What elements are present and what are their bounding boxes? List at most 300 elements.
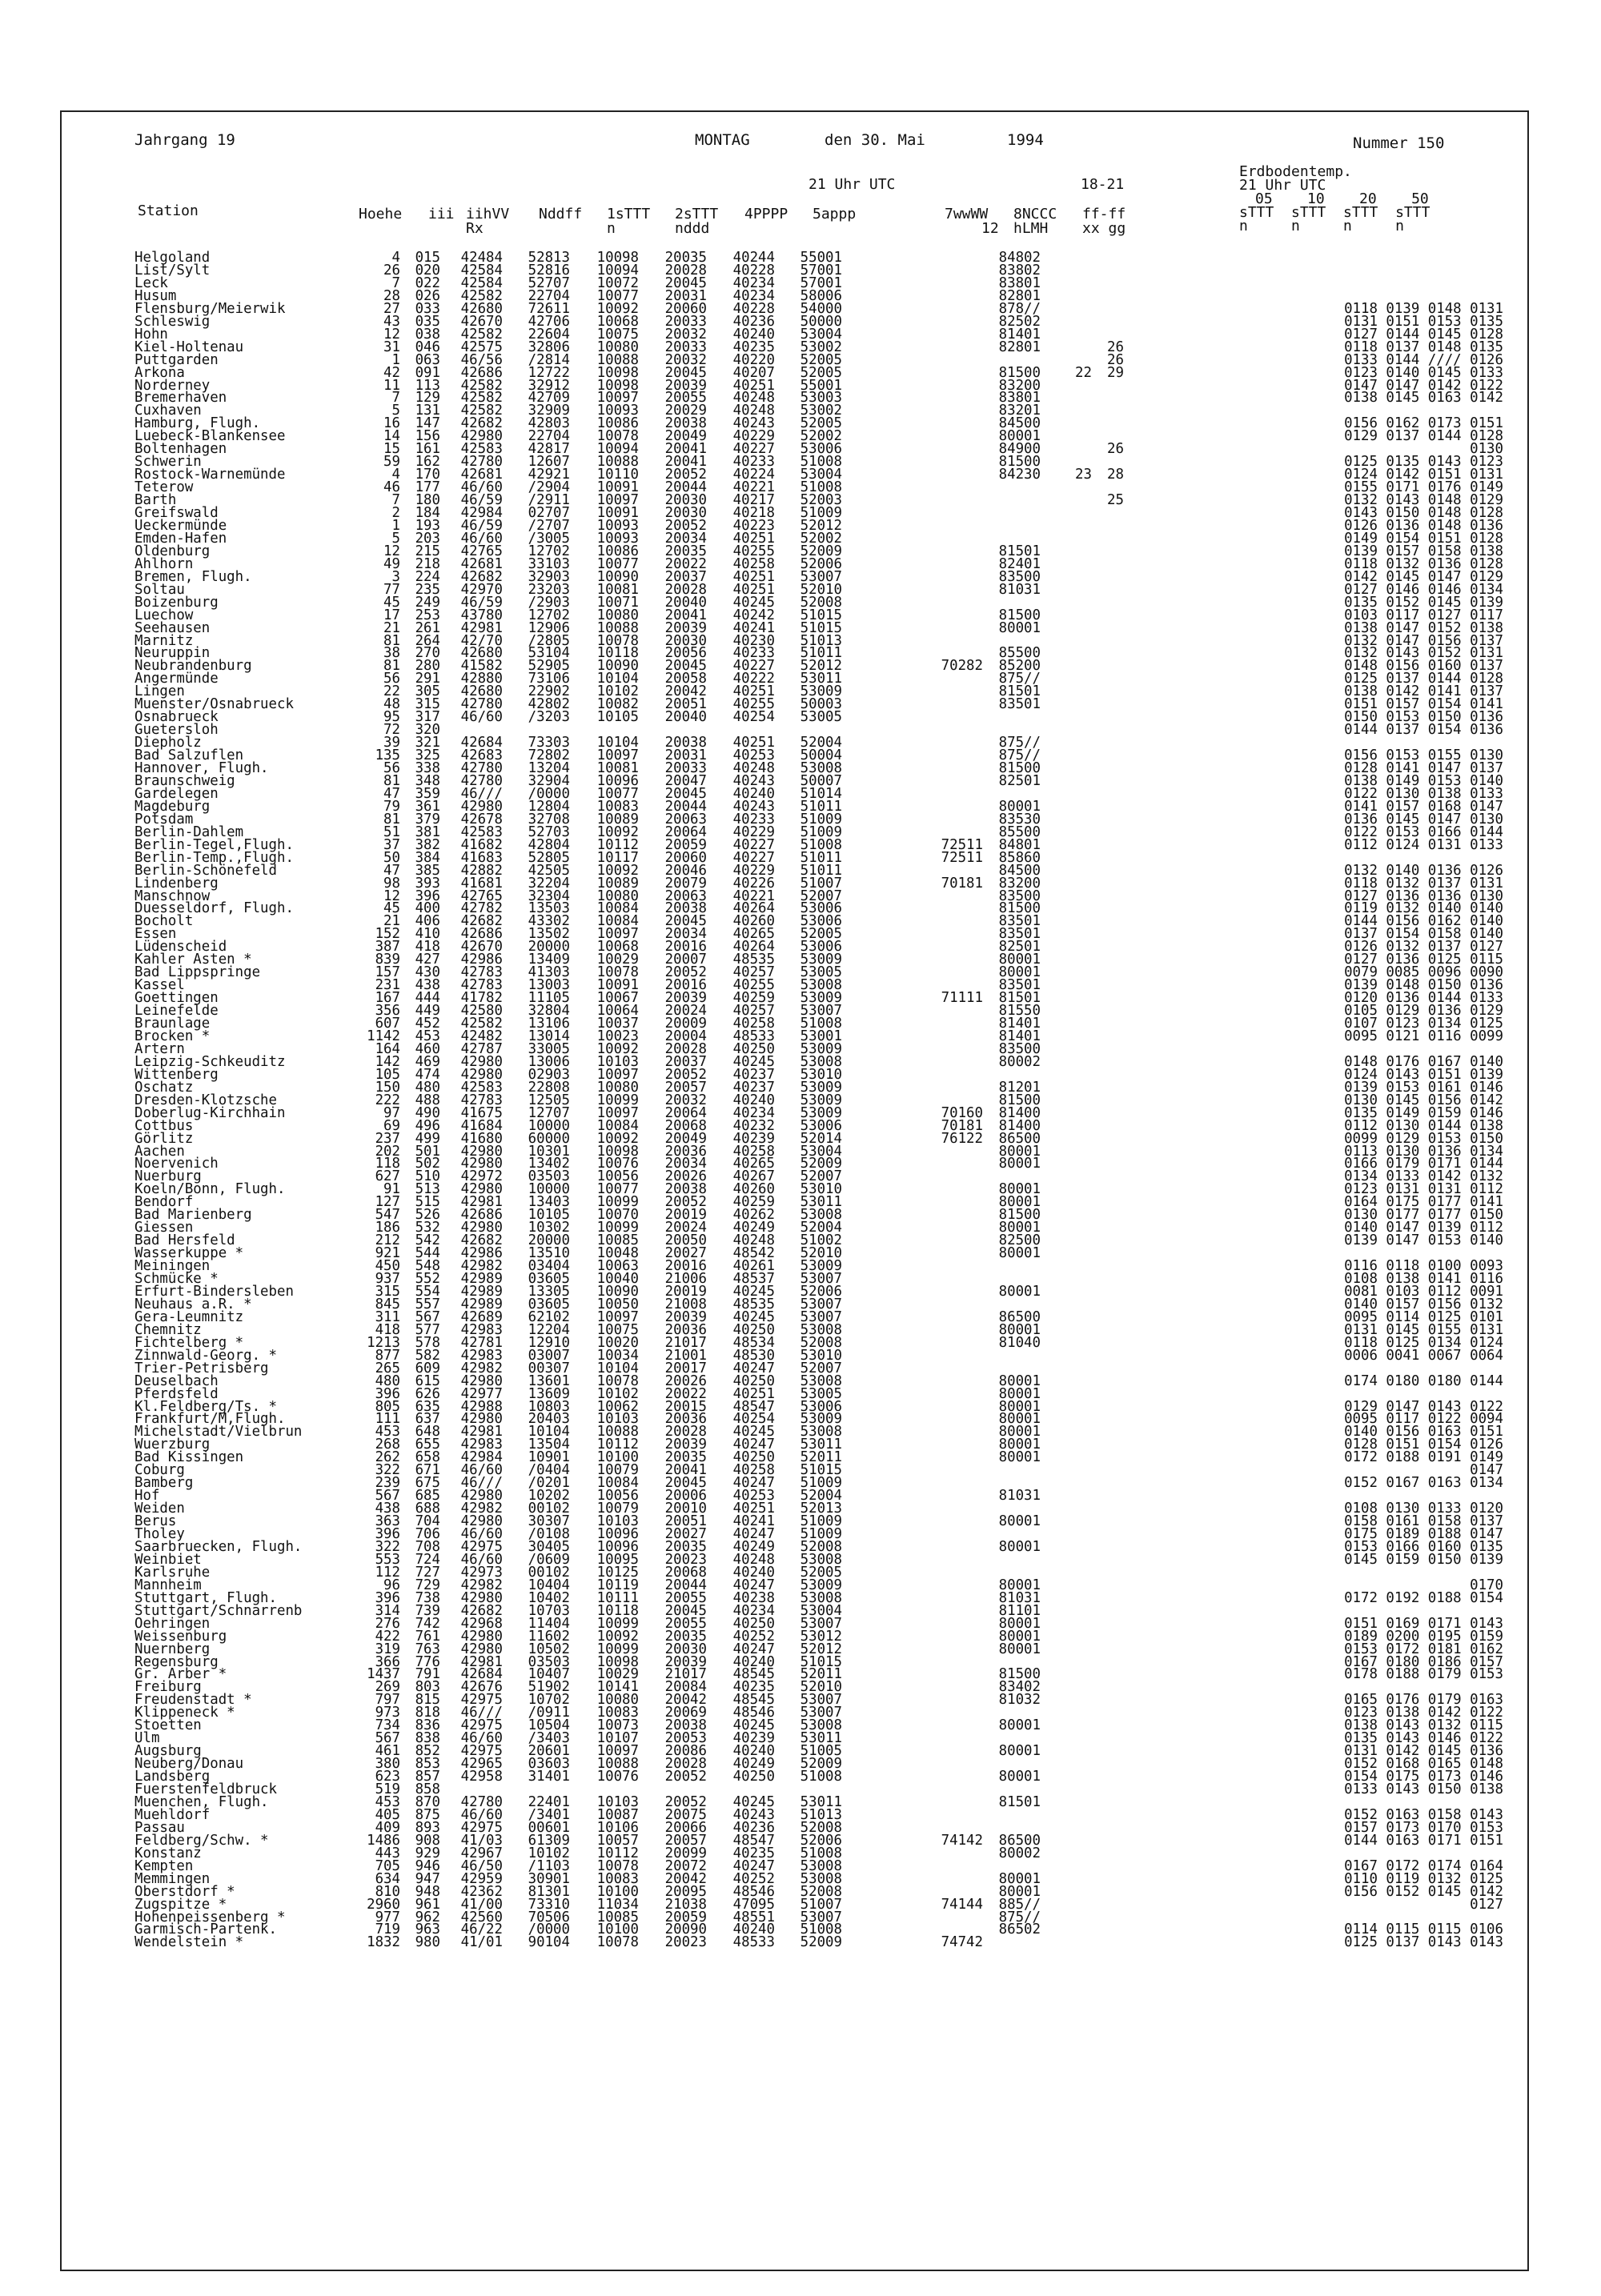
8nccc-value: 81401 xyxy=(998,326,1041,343)
8nccc-value: 80001 xyxy=(998,1372,1041,1389)
nddff-value: 13305 xyxy=(528,1283,570,1300)
station-name: Neuruppin xyxy=(134,645,211,662)
nddff-value: /2903 xyxy=(528,594,570,611)
iii-value: 838 xyxy=(415,1730,440,1747)
2sttt-value: 20072 xyxy=(664,1857,707,1874)
2sttt-value: 20052 xyxy=(664,1793,707,1810)
soil-temps: 0128 0141 0147 0137 xyxy=(1344,760,1503,776)
2sttt-value: 20068 xyxy=(664,1117,707,1134)
nddff-value: 13003 xyxy=(528,977,570,994)
1sttt-value: 10086 xyxy=(596,543,639,559)
soil-temps: 0152 0163 0158 0143 xyxy=(1344,1806,1503,1823)
iii-value: 348 xyxy=(415,772,440,789)
5appp-value: 51015 xyxy=(800,619,842,636)
hoehe-value: 21 xyxy=(383,619,400,636)
4pppp-value: 40257 xyxy=(732,1003,775,1020)
iihvv-value: 42980 xyxy=(460,1143,503,1160)
5appp-value: 53006 xyxy=(800,939,842,956)
1sttt-value: 10102 xyxy=(596,1385,639,1402)
station-name: Stoetten xyxy=(134,1717,202,1734)
nddff-value: 03605 xyxy=(528,1271,570,1287)
hoehe-value: 405 xyxy=(375,1806,400,1823)
station-name: Oehringen xyxy=(134,1615,211,1632)
iihvv-value: 46/// xyxy=(460,785,503,802)
nddff-value: /2904 xyxy=(528,479,570,496)
2sttt-value: 20035 xyxy=(664,1538,707,1555)
4pppp-value: 48546 xyxy=(732,1705,775,1721)
station-name: Landsberg xyxy=(134,1769,211,1785)
soil-temps: 0131 0142 0145 0136 xyxy=(1344,1743,1503,1760)
nddff-value: 13403 xyxy=(528,1194,570,1211)
5appp-value: 51011 xyxy=(800,645,842,662)
4pppp-value: 40229 xyxy=(732,428,775,445)
iihvv-value: 42782 xyxy=(460,900,503,917)
8nccc-value: 875// xyxy=(998,671,1041,687)
nddff-value: 10301 xyxy=(528,1143,570,1160)
2sttt-value: 20052 xyxy=(664,517,707,534)
hoehe-value: 26 xyxy=(383,262,400,278)
nddff-value: 23203 xyxy=(528,581,570,598)
iihvv-value: 41680 xyxy=(460,1130,503,1147)
nddff-value: 52805 xyxy=(528,849,570,866)
station-name: Bremen, Flugh. xyxy=(134,568,252,585)
soil-temps: 0149 0154 0151 0128 xyxy=(1344,530,1503,547)
soil-temps: 0127 0146 0146 0134 xyxy=(1344,581,1503,598)
2sttt-value: 20030 xyxy=(664,492,707,509)
hoehe-value: 202 xyxy=(375,1143,400,1160)
iii-value: 554 xyxy=(415,1283,440,1300)
5appp-value: 51008 xyxy=(800,836,842,853)
soil-temps: 0157 0173 0170 0153 xyxy=(1344,1819,1503,1836)
hoehe-value: 22 xyxy=(383,683,400,700)
iii-value: 961 xyxy=(415,1896,440,1913)
1sttt-value: 10092 xyxy=(596,862,639,879)
soil-temps: 0156 0162 0173 0151 xyxy=(1344,415,1503,432)
station-name: Weinbiet xyxy=(134,1551,202,1568)
hoehe-value: 319 xyxy=(375,1641,400,1657)
8nccc-value: 83801 xyxy=(998,274,1041,291)
1sttt-value: 10084 xyxy=(596,900,639,917)
4pppp-value: 40233 xyxy=(732,454,775,471)
iihvv-value: 41/00 xyxy=(460,1896,503,1913)
2sttt-value: 20030 xyxy=(664,632,707,649)
hoehe-value: 97 xyxy=(383,1104,400,1121)
hoehe-value: 231 xyxy=(375,977,400,994)
iihvv-value: 42783 xyxy=(460,1092,503,1108)
nddff-value: 32909 xyxy=(528,403,570,419)
1sttt-value: 10084 xyxy=(596,1117,639,1134)
nddff-value: 10402 xyxy=(528,1589,570,1606)
4pppp-value: 40240 xyxy=(732,1092,775,1108)
1sttt-value: 10099 xyxy=(596,1641,639,1657)
iihvv-value: 42582 xyxy=(460,287,503,304)
station-name: Oschatz xyxy=(134,1079,194,1096)
1sttt-value: 10078 xyxy=(596,1934,639,1951)
2sttt-value: 20099 xyxy=(664,1845,707,1861)
nddff-value: 22401 xyxy=(528,1793,570,1810)
hoehe-value: 461 xyxy=(375,1743,400,1760)
iii-value: 449 xyxy=(415,1003,440,1020)
nddff-value: 10102 xyxy=(528,1845,570,1861)
5appp-value: 53009 xyxy=(800,1577,842,1593)
iihvv-value: 46/59 xyxy=(460,594,503,611)
hoehe-value: 152 xyxy=(375,926,400,943)
soil-temps: 0132 0143 0152 0131 xyxy=(1344,645,1503,662)
hoehe-value: 45 xyxy=(383,594,400,611)
soil-temps: 0126 0132 0137 0127 xyxy=(1344,939,1503,956)
2sttt-value: 20052 xyxy=(664,467,707,483)
station-name: Weissenburg xyxy=(134,1628,227,1645)
5appp-value: 51014 xyxy=(800,785,842,802)
1sttt-value: 10089 xyxy=(596,875,639,892)
8nccc-value: 80001 xyxy=(998,1437,1041,1453)
soil-temps: 0095 0121 0116 0099 xyxy=(1344,1028,1503,1044)
4pppp-value: 40257 xyxy=(732,964,775,981)
hoehe-value: 276 xyxy=(375,1615,400,1632)
5appp-value: 53008 xyxy=(800,1717,842,1734)
nddff-value: 03603 xyxy=(528,1756,570,1773)
hoehe-value: 7 xyxy=(391,492,400,509)
station-name: Angermünde xyxy=(134,671,219,687)
4pppp-value: 40239 xyxy=(732,1130,775,1147)
nddff-value: 31401 xyxy=(528,1769,570,1785)
5appp-value: 50004 xyxy=(800,747,842,764)
2sttt-value: 20032 xyxy=(664,1092,707,1108)
4pppp-value: 48530 xyxy=(732,1347,775,1364)
2sttt-value: 20028 xyxy=(664,1040,707,1057)
hoehe-value: 1213 xyxy=(367,1334,400,1351)
8nccc-value: 83501 xyxy=(998,913,1041,930)
iihvv-value: 46/59 xyxy=(460,517,503,534)
8nccc-value: 81500 xyxy=(998,760,1041,776)
5appp-value: 57001 xyxy=(800,274,842,291)
hoehe-value: 366 xyxy=(375,1653,400,1670)
5appp-value: 53008 xyxy=(800,1372,842,1389)
hoehe-value: 186 xyxy=(375,1220,400,1236)
nddff-value: 32708 xyxy=(528,811,570,827)
soil-temps: 0155 0171 0176 0149 xyxy=(1344,479,1503,496)
iihvv-value: 42781 xyxy=(460,1334,503,1351)
8nccc-value: 80001 xyxy=(998,1156,1041,1172)
1sttt-value: 10099 xyxy=(596,1220,639,1236)
5appp-value: 50003 xyxy=(800,696,842,713)
station-name: Goettingen xyxy=(134,990,219,1007)
8nccc-value: 81401 xyxy=(998,1028,1041,1044)
hoehe-value: 12 xyxy=(383,326,400,343)
hoehe-value: 797 xyxy=(375,1692,400,1709)
iii-value: 162 xyxy=(415,454,440,471)
5appp-value: 53009 xyxy=(800,1079,842,1096)
iihvv-value: 42680 xyxy=(460,683,503,700)
iii-value: 708 xyxy=(415,1538,440,1555)
nddff-value: 13502 xyxy=(528,926,570,943)
2sttt-value: 21001 xyxy=(664,1347,707,1364)
nddff-value: 10000 xyxy=(528,1181,570,1198)
hoehe-value: 239 xyxy=(375,1475,400,1492)
col-2sttt-sub: nddd xyxy=(675,220,710,237)
nddff-value: /0000 xyxy=(528,785,570,802)
soil-temps: 0095 0117 0122 0094 xyxy=(1344,1411,1503,1428)
soil-temps: 0116 0118 0100 0093 xyxy=(1344,1258,1503,1275)
iii-value: 193 xyxy=(415,517,440,534)
8nccc-value: 80001 xyxy=(998,1283,1041,1300)
5appp-value: 53009 xyxy=(800,1104,842,1121)
iihvv-value: 46/22 xyxy=(460,1921,503,1938)
1sttt-value: 10102 xyxy=(596,683,639,700)
iii-value: 406 xyxy=(415,913,440,930)
soil-temps: 0123 0138 0142 0122 xyxy=(1344,1705,1503,1721)
nddff-value: /0404 xyxy=(528,1462,570,1479)
nddff-value: 10901 xyxy=(528,1449,570,1466)
8nccc-value: 83501 xyxy=(998,696,1041,713)
2sttt-value: 20035 xyxy=(664,250,707,266)
iii-value: 046 xyxy=(415,339,440,355)
station-name: Giessen xyxy=(134,1220,194,1236)
1sttt-value: 10083 xyxy=(596,798,639,815)
nddff-value: /3005 xyxy=(528,530,570,547)
8nccc-value: 82500 xyxy=(998,1232,1041,1249)
hoehe-value: 118 xyxy=(375,1156,400,1172)
5appp-value: 52008 xyxy=(800,1819,842,1836)
iihvv-value: 42981 xyxy=(460,1424,503,1441)
nddff-value: 12910 xyxy=(528,1334,570,1351)
soil-temps: 0151 0157 0154 0141 xyxy=(1344,696,1503,713)
1sttt-value: 10088 xyxy=(596,619,639,636)
col-1sttt: 1sTTT xyxy=(607,206,651,222)
nddff-value: 10000 xyxy=(528,1117,570,1134)
8nccc-value: 80001 xyxy=(998,1615,1041,1632)
8nccc-value: 81500 xyxy=(998,454,1041,471)
iihvv-value: 42984 xyxy=(460,1449,503,1466)
4pppp-value: 40207 xyxy=(732,364,775,381)
station-name: Luebeck-Blankensee xyxy=(134,428,286,445)
4pppp-value: 47095 xyxy=(732,1896,775,1913)
4pppp-value: 40247 xyxy=(732,1360,775,1376)
iihvv-value: 42980 xyxy=(460,1372,503,1389)
iii-value: 338 xyxy=(415,760,440,776)
iii-value: 361 xyxy=(415,798,440,815)
hoehe-value: 1 xyxy=(391,517,400,534)
1sttt-value: 10111 xyxy=(596,1589,639,1606)
station-name: Augsburg xyxy=(134,1743,202,1760)
station-name: Boltenhagen xyxy=(134,441,227,458)
iihvv-value: 41582 xyxy=(460,658,503,675)
5appp-value: 50000 xyxy=(800,313,842,330)
8nccc-value: 875// xyxy=(998,747,1041,764)
4pppp-value: 40251 xyxy=(732,581,775,598)
col-7wwww: 7wwWW xyxy=(945,206,989,222)
7wwww-value: 70181 xyxy=(941,875,983,892)
soil-temps: 0152 0167 0163 0134 xyxy=(1344,1475,1503,1492)
station-name: Kahler Asten * xyxy=(134,952,252,968)
5appp-value: 52008 xyxy=(800,1538,842,1555)
5appp-value: 53011 xyxy=(800,671,842,687)
iii-value: 215 xyxy=(415,543,440,559)
station-name: Coburg xyxy=(134,1462,185,1479)
2sttt-value: 20024 xyxy=(664,1220,707,1236)
8nccc-value: 81500 xyxy=(998,900,1041,917)
iihvv-value: 41683 xyxy=(460,849,503,866)
station-name: Deuselbach xyxy=(134,1372,219,1389)
hoehe-value: 418 xyxy=(375,1321,400,1338)
1sttt-value: 10081 xyxy=(596,581,639,598)
iii-value: 410 xyxy=(415,926,440,943)
nddff-value: 13503 xyxy=(528,900,570,917)
5appp-value: 53011 xyxy=(800,1437,842,1453)
8nccc-value: 84801 xyxy=(998,836,1041,853)
8nccc-value: 86500 xyxy=(998,1308,1041,1325)
iihvv-value: 46/60 xyxy=(460,1730,503,1747)
iii-value: 532 xyxy=(415,1220,440,1236)
8nccc-value: 83500 xyxy=(998,568,1041,585)
8nccc-value: 80001 xyxy=(998,964,1041,981)
1sttt-value: 10097 xyxy=(596,1104,639,1121)
nddff-value: 03503 xyxy=(528,1653,570,1670)
nddff-value: 22808 xyxy=(528,1079,570,1096)
2sttt-value: 20041 xyxy=(664,441,707,458)
4pppp-value: 40251 xyxy=(732,735,775,751)
1sttt-value: 10078 xyxy=(596,1372,639,1389)
soil-temps: 0139 0153 0161 0146 xyxy=(1344,1079,1503,1096)
4pppp-value: 40262 xyxy=(732,1207,775,1224)
hoehe-value: 627 xyxy=(375,1168,400,1185)
soil-temps: 0153 0172 0181 0162 xyxy=(1344,1641,1503,1657)
iii-value: 724 xyxy=(415,1551,440,1568)
5appp-value: 52008 xyxy=(800,1334,842,1351)
7wwww-value: 74742 xyxy=(941,1934,983,1951)
hoehe-value: 877 xyxy=(375,1347,400,1364)
iii-value: 460 xyxy=(415,1040,440,1057)
hoehe-value: 31 xyxy=(383,339,400,355)
4pppp-value: 40237 xyxy=(732,1066,775,1083)
8nccc-value: 83500 xyxy=(998,888,1041,904)
5appp-value: 53008 xyxy=(800,1053,842,1070)
station-name: Bremerhaven xyxy=(134,390,227,407)
iihvv-value: 42683 xyxy=(460,747,503,764)
iii-value: 444 xyxy=(415,990,440,1007)
iihvv-value: 42783 xyxy=(460,977,503,994)
soil-temps: 0139 0147 0153 0140 xyxy=(1344,1232,1503,1249)
iii-value: 502 xyxy=(415,1156,440,1172)
soil-temps: 0144 0163 0171 0151 xyxy=(1344,1832,1503,1849)
5appp-value: 51013 xyxy=(800,632,842,649)
iihvv-value: 42482 xyxy=(460,1028,503,1044)
8nccc-value: 86500 xyxy=(998,1832,1041,1849)
soil-temps: 0119 0132 0140 0140 xyxy=(1344,900,1503,917)
station-name: Trier-Petrisberg xyxy=(134,1360,269,1376)
hoehe-value: 396 xyxy=(375,1526,400,1542)
hoehe-value: 553 xyxy=(375,1551,400,1568)
2sttt-value: 20039 xyxy=(664,1653,707,1670)
2sttt-value: 20052 xyxy=(664,964,707,981)
2sttt-value: 20016 xyxy=(664,977,707,994)
iii-value: 557 xyxy=(415,1296,440,1312)
4pppp-value: 40235 xyxy=(732,1679,775,1696)
4pppp-value: 40260 xyxy=(732,1181,775,1198)
soil-temps: 0118 0125 0134 0124 xyxy=(1344,1334,1503,1351)
soil-temps: 0140 0147 0139 0112 xyxy=(1344,1220,1503,1236)
hoehe-value: 480 xyxy=(375,1372,400,1389)
iii-value: 893 xyxy=(415,1819,440,1836)
iii-value: 615 xyxy=(415,1372,440,1389)
station-name: Manschnow xyxy=(134,888,211,904)
iii-value: 253 xyxy=(415,607,440,623)
iii-value: 038 xyxy=(415,326,440,343)
nddff-value: 12906 xyxy=(528,619,570,636)
iihvv-value: 42989 xyxy=(460,1296,503,1312)
iihvv-value: 42986 xyxy=(460,1245,503,1262)
2sttt-value: 20030 xyxy=(664,1641,707,1657)
station-name: Berlin-Schönefeld xyxy=(134,862,277,879)
8nccc-value: 81501 xyxy=(998,683,1041,700)
8nccc-value: 85860 xyxy=(998,849,1041,866)
iihvv-value: 41684 xyxy=(460,1117,503,1134)
col-8nccc: 8NCCC xyxy=(1013,206,1057,222)
5appp-value: 52012 xyxy=(800,517,842,534)
1sttt-value: 10097 xyxy=(596,492,639,509)
nddff-value: 73310 xyxy=(528,1896,570,1913)
5appp-value: 53009 xyxy=(800,1040,842,1057)
issue-number: Nummer 150 xyxy=(1353,134,1445,152)
1sttt-value: 10088 xyxy=(596,351,639,368)
iihvv-value: 42983 xyxy=(460,1347,503,1364)
nddff-value: 22704 xyxy=(528,287,570,304)
soil-temps: 0172 0188 0191 0149 xyxy=(1344,1449,1503,1466)
hoehe-value: 11 xyxy=(383,377,400,394)
1sttt-value: 10103 xyxy=(596,1053,639,1070)
2sttt-value: 20037 xyxy=(664,1053,707,1070)
8nccc-value: 82501 xyxy=(998,772,1041,789)
iii-value: 501 xyxy=(415,1143,440,1160)
5appp-value: 53007 xyxy=(800,1909,842,1925)
4pppp-value: 40251 xyxy=(732,530,775,547)
1sttt-value: 10068 xyxy=(596,939,639,956)
5appp-value: 53009 xyxy=(800,1411,842,1428)
iii-value: 170 xyxy=(415,467,440,483)
1sttt-value: 10084 xyxy=(596,1475,639,1492)
4pppp-value: 40240 xyxy=(732,785,775,802)
1sttt-value: 10078 xyxy=(596,964,639,981)
1sttt-value: 10077 xyxy=(596,287,639,304)
station-name: Marnitz xyxy=(134,632,194,649)
5appp-value: 51009 xyxy=(800,505,842,521)
station-name: Fuerstenfeldbruck xyxy=(134,1781,277,1797)
1sttt-value: 10103 xyxy=(596,1411,639,1428)
iii-value: 671 xyxy=(415,1462,440,1479)
station-name: Zinnwald-Georg. * xyxy=(134,1347,277,1364)
col-station: Station xyxy=(138,202,199,219)
soil-temps: 0124 0143 0151 0139 xyxy=(1344,1066,1503,1083)
iii-value: 427 xyxy=(415,952,440,968)
gg-value: 29 xyxy=(1107,364,1124,381)
soil-temps: 0125 0135 0143 0123 xyxy=(1344,454,1503,471)
iihvv-value: 42958 xyxy=(460,1769,503,1785)
5appp-value: 53012 xyxy=(800,1628,842,1645)
4pppp-value: 40236 xyxy=(732,313,775,330)
1sttt-value: 10075 xyxy=(596,326,639,343)
8nccc-value: 80001 xyxy=(998,1743,1041,1760)
1sttt-value: 10080 xyxy=(596,607,639,623)
station-name: Klippeneck * xyxy=(134,1705,235,1721)
station-name: Kassel xyxy=(134,977,185,994)
station-name: Lüdenscheid xyxy=(134,939,227,956)
station-name: Meiningen xyxy=(134,1258,211,1275)
station-name: Ueckermünde xyxy=(134,517,227,534)
5appp-value: 53007 xyxy=(800,1692,842,1709)
5appp-value: 53005 xyxy=(800,709,842,726)
station-name: Husum xyxy=(134,287,177,304)
2sttt-value: 20028 xyxy=(664,1424,707,1441)
